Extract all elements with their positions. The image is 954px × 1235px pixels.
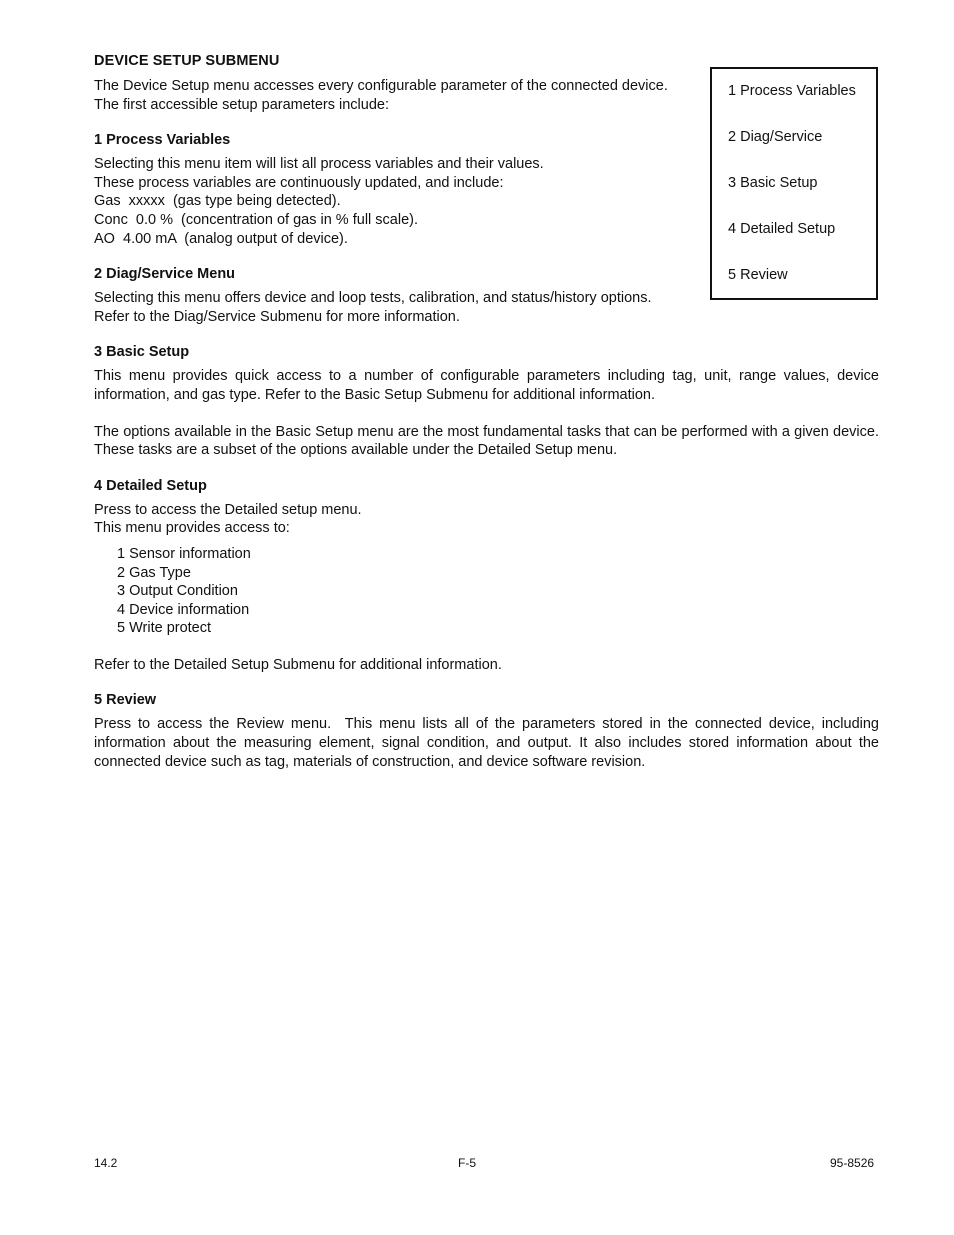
list-item: 5 Write protect (117, 620, 212, 637)
detailed-setup-line: This menu provides access to: (94, 520, 290, 537)
process-variables-line: Gas xxxxx (gas type being detected). (94, 193, 341, 210)
process-variables-line: AO 4.00 mA (analog output of device). (94, 230, 348, 247)
menu-item-diag-service: 2 Diag/Service (728, 129, 823, 145)
basic-setup-heading: 3 Basic Setup (94, 344, 190, 361)
list-item: 4 Device information (117, 601, 250, 618)
review-heading: 5 Review (94, 692, 157, 709)
process-variables-line: Conc 0.0 % (concentration of gas in % full scale). (94, 211, 418, 228)
detailed-setup-line: Press to access the Detailed setup menu. (94, 501, 362, 518)
footer-revision: 14.2 (94, 1156, 118, 1170)
list-item: 2 Gas Type (117, 564, 191, 581)
list-item: 3 Output Condition (117, 583, 238, 600)
diag-service-heading: 2 Diag/Service Menu (94, 266, 236, 283)
footer-document-number: 95-8526 (830, 1156, 875, 1170)
process-variables-line: Selecting this menu item will list all process variables and their values. (94, 156, 544, 173)
intro-line-2: The first accessible setup parameters include: (94, 96, 389, 113)
list-item: 1 Sensor information (117, 545, 251, 562)
process-variables-line: These process variables are continuously updated, and include: (94, 174, 504, 191)
menu-item-basic-setup: 3 Basic Setup (728, 175, 818, 191)
menu-item-review: 5 Review (728, 267, 788, 283)
section-basic-setup (94, 344, 879, 459)
menu-item-process-variables: 1 Process Variables (728, 83, 856, 99)
detailed-setup-list (117, 545, 879, 638)
basic-setup-paragraph: This menu provides quick access to a number of configurable parameters including tag, unit, range values, device information, and gas type. Refer to the Basic Setup Submenu for additional information. (94, 368, 879, 403)
diag-service-line: Refer to the Diag/Service Submenu for more information. (94, 308, 460, 325)
section-detailed-setup (94, 478, 879, 675)
process-variables-heading: 1 Process Variables (94, 132, 231, 149)
footer-page-number: F-5 (458, 1156, 476, 1170)
detailed-setup-refer: Refer to the Detailed Setup Submenu for additional information. (94, 656, 502, 673)
page-title: DEVICE SETUP SUBMENU (94, 53, 280, 69)
section-review (94, 692, 884, 771)
review-paragraph: Press to access the Review menu. This menu lists all of the parameters stored in the connected device, including information about the measuring element, signal condition, and output. It also includes stored information about the connected device such as tag, materials of construction, and device software revision. (94, 716, 884, 770)
intro-line-1: The Device Setup menu accesses every configurable parameter of the connected device. (94, 78, 668, 94)
device-setup-menu-box (710, 67, 878, 300)
detailed-setup-heading: 4 Detailed Setup (94, 477, 207, 494)
menu-item-detailed-setup: 4 Detailed Setup (728, 221, 836, 237)
basic-setup-paragraph: The options available in the Basic Setup menu are the most fundamental tasks that can be performed with a given device. These tasks are a subset of the options available under the Detailed Setup menu. (94, 423, 879, 459)
diag-service-line: Selecting this menu offers device and loop tests, calibration, and status/history options. (94, 290, 652, 307)
